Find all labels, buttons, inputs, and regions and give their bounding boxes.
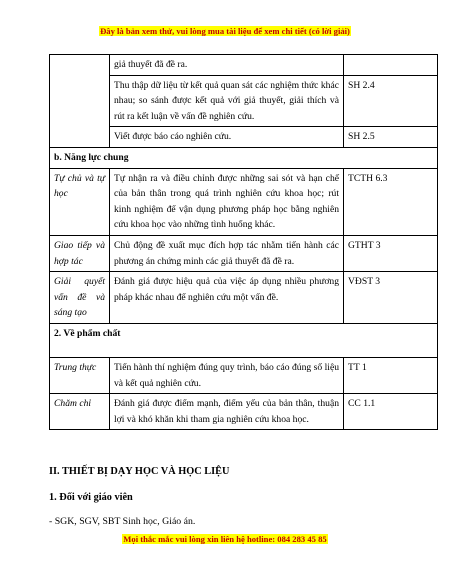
table-cell-label: Chăm chỉ [50, 394, 110, 430]
table-cell-code: GTHT 3 [344, 235, 438, 271]
table-cell-description: Tiến hành thí nghiệm đúng quy trình, báo cáo đúng số liệu và kết quả nghiên cứu. [110, 357, 344, 393]
table-cell-label: Tự chủ và tự học [50, 168, 110, 235]
table-row [50, 357, 438, 393]
table-cell-description: Thu thập dữ liệu từ kết quả quan sát các nghiệm thức khác nhau; so sánh được kết quả với giả thuyết, giải thích và rút ra kết luận về vấn đề nghiên cứu. [110, 75, 344, 127]
section-title: 2. Về phẩm chất [50, 323, 438, 357]
table-row [50, 394, 438, 430]
table-cell-description: Tự nhận ra và điều chỉnh được những sai sót và hạn chế của bản thân trong quá trình nghiên cứu khoa học; rút kinh nghiệm để vận dụng phương pháp học bằng nghiên cứu khoa học vào những tình huống khác. [110, 168, 344, 235]
section-row-general-competency [50, 147, 438, 168]
table-cell-code: CC 1.1 [344, 394, 438, 430]
hotline-notice-banner: Mọi thắc mắc vui lòng xin liên hệ hotline: 084 283 45 85 [123, 534, 327, 544]
table-row [50, 55, 438, 76]
table-cell-description: Chủ động đề xuất mục đích hợp tác nhằm tiến hành các phương án chứng minh các giả thuyết đã đề ra. [110, 235, 344, 271]
table-row [50, 272, 438, 324]
table-cell-code: SH 2.5 [344, 127, 438, 148]
table-cell-label [50, 55, 110, 148]
table-cell-code: SH 2.4 [344, 75, 438, 127]
table-cell-description: giả thuyết đã đề ra. [110, 55, 344, 76]
section-heading-equipment: II. THIẾT BỊ DẠY HỌC VÀ HỌC LIỆU [49, 466, 230, 477]
table-cell-label: Trung thực [50, 357, 110, 393]
table-row [50, 235, 438, 271]
table-row [50, 168, 438, 235]
competency-table [49, 54, 438, 430]
table-cell-description: Viết được báo cáo nghiên cứu. [110, 127, 344, 148]
subheading-teacher: 1. Đối với giáo viên [49, 492, 133, 503]
table-cell-description: Đánh giá được điểm mạnh, điểm yếu của bản thân, thuận lợi và khó khăn khi tham gia nghiên cứu khoa học. [110, 394, 344, 430]
table-cell-label: Giao tiếp và hợp tác [50, 235, 110, 271]
table-cell-code: TT 1 [344, 357, 438, 393]
section-row-qualities [50, 323, 438, 357]
table-cell-code [344, 55, 438, 76]
materials-list-item: - SGK, SGV, SBT Sinh học, Giáo án. [49, 516, 196, 527]
table-cell-code: TCTH 6.3 [344, 168, 438, 235]
table-cell-description: Đánh giá được hiệu quả của việc áp dụng nhiều phương pháp khác nhau để nghiên cứu một vấn đề. [110, 272, 344, 324]
table-cell-code: VĐST 3 [344, 272, 438, 324]
table-cell-label: Giải quyết vấn đề và sáng tạo [50, 272, 110, 324]
preview-notice-banner: Đây là bản xem thử, vui lòng mua tài liệu để xem chi tiết (có lời giải) [100, 26, 350, 36]
section-title: b. Năng lực chung [50, 147, 438, 168]
